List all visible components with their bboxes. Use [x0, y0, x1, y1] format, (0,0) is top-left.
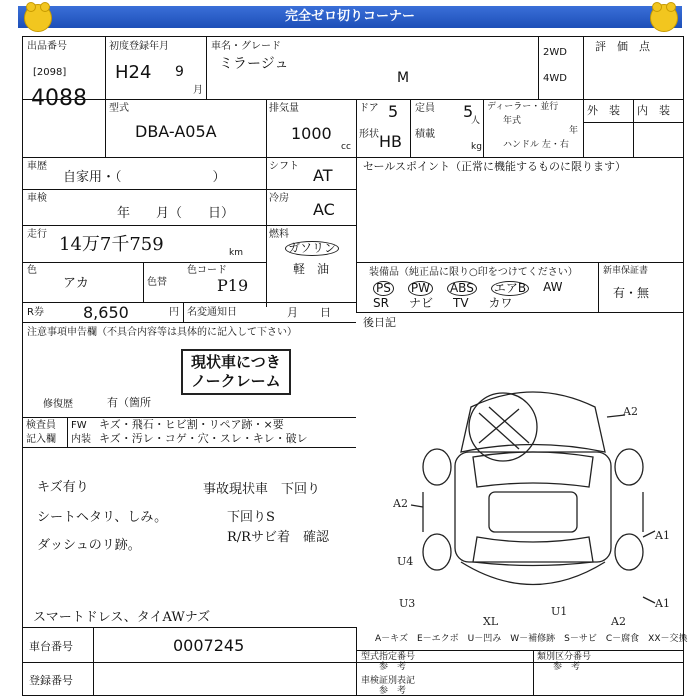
load-label: 積載 [415, 129, 435, 140]
banner [18, 6, 682, 28]
note-accident: 事故現状車 下回り [203, 482, 321, 497]
reg-month-unit: 月 [193, 85, 203, 96]
inspector-label: 検査員 [26, 420, 56, 431]
shift-label: シフト [269, 161, 299, 172]
color-code-label: 色コード [187, 265, 227, 276]
displacement-label: 排気量 [269, 103, 299, 114]
reg-year: H24 [115, 62, 152, 83]
bear-mascot-icon [24, 4, 52, 32]
mileage-unit: km [229, 248, 243, 258]
lot-label: 出品番号 [27, 41, 67, 52]
class-label: 類別区分番号 [537, 652, 592, 662]
model-code: DBA-A05A [135, 122, 217, 141]
ref3-label: 参 考 [379, 686, 407, 696]
damage-mark: XL [483, 615, 499, 627]
car-diagram [393, 357, 673, 627]
note-rust: R/Rサビ着 確認 [227, 530, 329, 545]
equip-airbag: エアB [491, 281, 529, 296]
warranty-label: 新車保証書 [603, 266, 649, 276]
ac-label: 冷房 [269, 193, 289, 204]
fill-label: 記入欄 [26, 434, 56, 445]
repair-value: 有（箇所 [107, 396, 151, 409]
grade-label: 評 価 点 [595, 40, 650, 53]
shift-value: AT [313, 166, 333, 185]
damage-mark: A2 [623, 405, 638, 418]
fw-label: FW [71, 420, 87, 431]
note-under: 下回りS [227, 510, 275, 525]
ref-label: 参 考 [379, 662, 407, 672]
equip-leather: カワ [488, 296, 513, 310]
equip-row-2 [373, 297, 513, 310]
usage-label: 車歴 [27, 161, 47, 172]
warranty-value: 有・無 [613, 286, 650, 300]
inspection-value: 年 月（ 日） [117, 206, 235, 221]
repair-label: 修復歴 [43, 399, 73, 410]
year-label: 年式 [503, 116, 522, 126]
fuel-diesel: 軽 油 [293, 262, 330, 276]
ref2-label: 参 考 [553, 662, 581, 672]
lot-sub: [2098] [33, 67, 67, 78]
equip-aw: AW [543, 280, 563, 294]
damage-mark: A2 [611, 615, 626, 627]
load-unit: kg [471, 142, 482, 152]
type-label: 型式 [109, 103, 129, 114]
damage-legend: A－キズ E－エクボ U－凹み W－補修跡 S－サビ C－腐食 XX－交換 [375, 634, 688, 644]
damage-mark: U4 [397, 555, 414, 568]
color-code: P19 [217, 276, 249, 295]
note-dash: ダッシュのリ跡。 [37, 538, 141, 553]
reg-number-label: 登録番号 [29, 674, 73, 687]
sales-label: セールスポイント（正常に機能するものに限ります） [363, 160, 627, 173]
int-items: キズ・汚レ・コゲ・穴・スレ・キレ・破レ [99, 432, 308, 445]
capacity: 5 [463, 102, 474, 121]
ac-value: AC [313, 200, 335, 219]
fuel-gas: ガソリン [285, 241, 339, 256]
car-name: ミラージュ [219, 56, 289, 72]
grade-value: M [397, 70, 410, 86]
usage-value: 自家用・（ ） [63, 170, 226, 185]
damage-mark: A2 [393, 497, 408, 510]
fw-items: キズ・飛石・ヒビ割・リペア跡・×要 [99, 418, 284, 431]
banner-title: 完全ゼロ切りコーナー [284, 9, 415, 24]
shape-label: 形状 [359, 129, 379, 140]
type-spec-label: 型式指定番号 [361, 652, 416, 662]
capacity-label: 定員 [415, 103, 435, 114]
shape: HB [379, 132, 403, 151]
drive-4wd: 4WD [543, 73, 567, 84]
chassis-number: 0007245 [173, 636, 245, 655]
stamp-line-2: ノークレーム [191, 371, 281, 390]
equip-tv: TV [452, 296, 469, 310]
damage-mark: A1 [655, 597, 670, 610]
damage-mark: A1 [655, 529, 670, 542]
notes-label: 注意事項申告欄（不具合内容等は具体的に記入して下さい） [27, 327, 297, 338]
exterior-label: 外 装 [587, 104, 620, 117]
handle-label: ハンドル 左・右 [503, 140, 569, 150]
transfer-value: 月 日 [287, 306, 331, 319]
damage-mark: U3 [399, 597, 416, 610]
capacity-unit: 人 [471, 116, 481, 126]
drive-2wd: 2WD [543, 47, 567, 58]
equip-pw: PW [408, 281, 433, 296]
equip-sr: SR [373, 296, 389, 310]
recycle-label: R券 [27, 307, 44, 318]
damage-mark: U1 [551, 605, 568, 618]
color-label: 色 [27, 265, 37, 276]
reg-label: 初度登録年月 [109, 41, 169, 52]
mileage-value: 14万7千759 [59, 234, 164, 255]
no-claim-stamp [181, 349, 291, 395]
equip-row-1 [373, 281, 562, 296]
recycle-value: 8,650 [83, 303, 129, 322]
auction-sheet [22, 36, 688, 696]
mileage-label: 走行 [27, 229, 47, 240]
equip-navi: ナビ [408, 296, 433, 310]
int-label: 内装 [71, 434, 91, 445]
stamp-line-1: 現状車につき [191, 353, 281, 371]
recycle-unit: 円 [169, 307, 179, 318]
name-label: 車名・グレード [211, 41, 281, 52]
fuel-label: 燃料 [269, 229, 289, 240]
lot-number: 4088 [31, 86, 87, 111]
interior-label: 内 装 [637, 104, 670, 117]
bear-mascot-icon [650, 4, 678, 32]
doors: 5 [388, 102, 399, 121]
displacement-unit: cc [341, 142, 351, 152]
equip-label: 装備品（純正品に限り○印をつけてください） [369, 267, 578, 278]
note-seat: シートヘタリ、しみ。 [37, 510, 168, 525]
reg-month: 9 [175, 64, 184, 80]
inspection-label: 車検 [27, 193, 47, 204]
chassis-pos-label: 車検証別表記 [361, 676, 416, 686]
equip-ps: PS [373, 281, 394, 296]
doors-label: ドア [359, 103, 379, 114]
color-value: アカ [63, 276, 89, 291]
equip-abs: ABS [447, 281, 477, 296]
color-change-label: 色替 [147, 277, 167, 288]
chassis-label: 車台番号 [29, 640, 73, 653]
dealer-label: ディーラー・並行 [487, 102, 559, 112]
transfer-label: 名変通知日 [187, 307, 237, 318]
year-unit: 年 [569, 126, 579, 136]
after-label: 後日記 [363, 316, 396, 329]
displacement: 1000 [291, 124, 332, 143]
note-scratch: キズ有り [37, 480, 89, 495]
note-bottom: スマートドレス、タイAWナズ [33, 610, 211, 625]
